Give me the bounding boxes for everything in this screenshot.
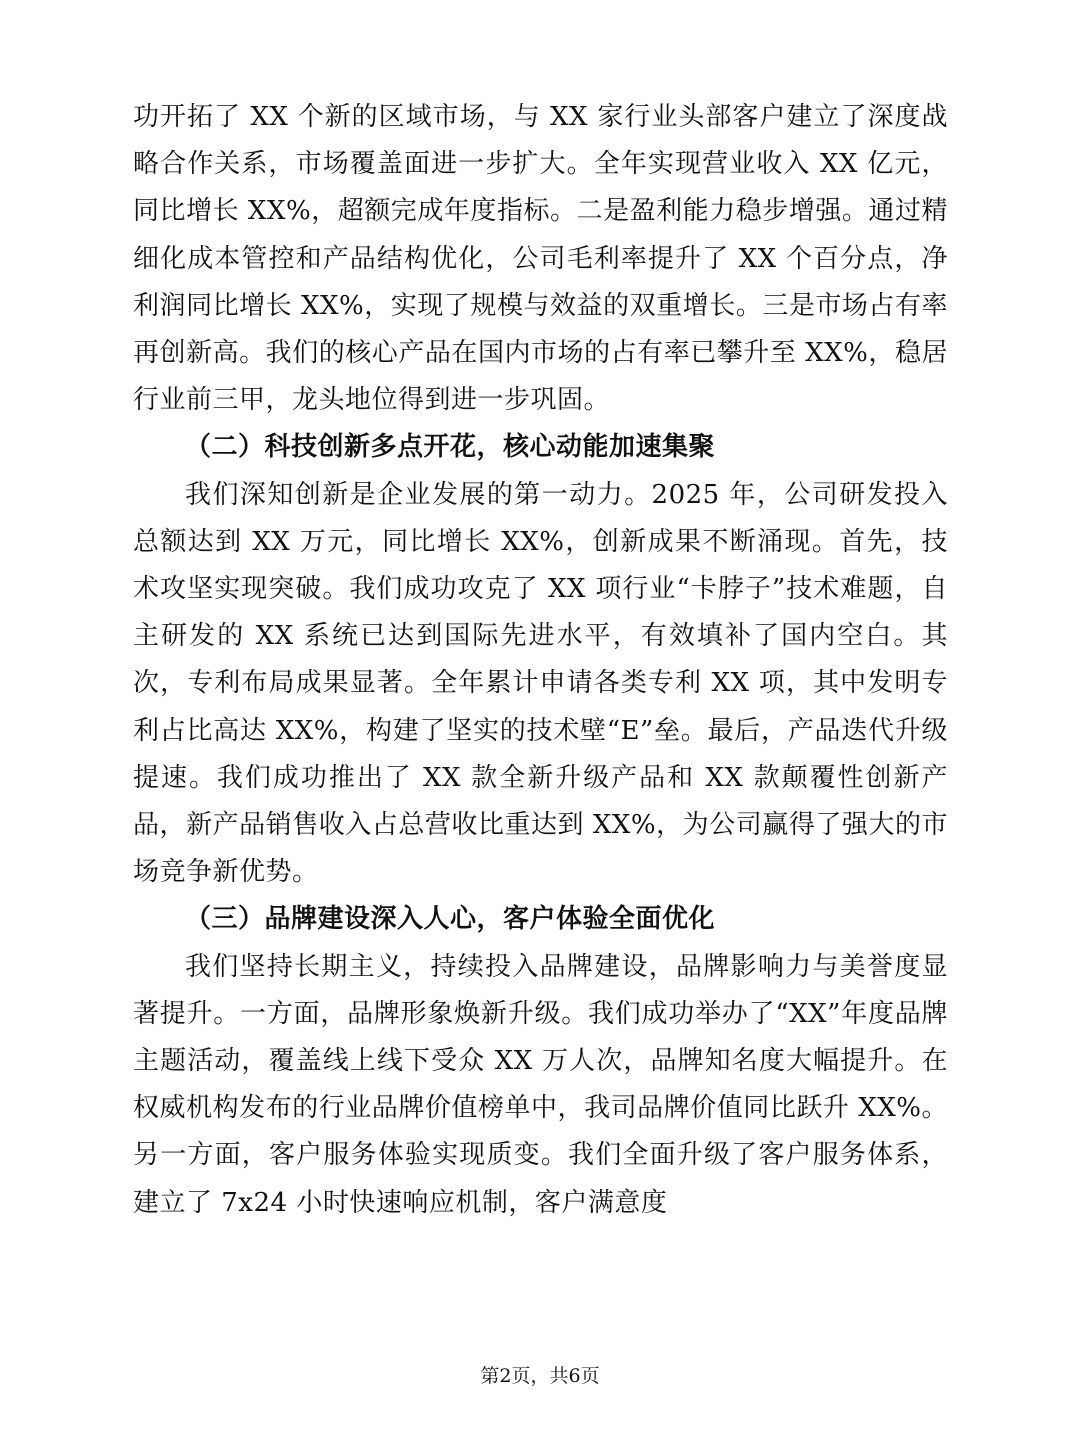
section-heading: （二）科技创新多点开花，核心动能加速集聚 <box>185 432 716 463</box>
document-body <box>133 94 948 1227</box>
section-heading: （三）品牌建设深入人心，客户体验全面优化 <box>185 904 716 935</box>
body-paragraph: 功开拓了 XX 个新的区域市场，与 XX 家行业头部客户建立了深度战略合作关系，市场覆盖面进一步扩大。全年实现营业收入 XX 亿元，同比增长 XX%，超额完成年度指标。二是盈利能力稳步增强。通过精细化成本管控和产品结构优化，公司毛利率提升了 XX 个百分点，净利润同比增长 XX%，实现了规模与效益的双重增长。三是市场占有率再创新高。我们的核心产品在国内市场的占有率已攀升至 XX%，稳居行业前三甲，龙头地位得到进一步巩固。 <box>133 102 948 416</box>
body-paragraph: 我们深知创新是企业发展的第一动力。2025 年，公司研发投入总额达到 XX 万元，同比增长 XX%，创新成果不断涌现。首先，技术攻坚实现突破。我们成功攻克了 XX 项行业“卡脖子”技术难题，自主研发的 XX 系统已达到国际先进水平，有效填补了国内空白。其次，专利布局成果显著。全年累计申请各类专利 XX 项，其中发明专利占比高达 XX%，构建了坚实的技术壁“E”垒。最后，产品迭代升级提速。我们成功推出了 XX 款全新升级产品和 XX 款颠覆性创新产品，新产品销售收入占总营收比重达到 XX%，为公司赢得了强大的市场竞争新优势。 <box>133 479 948 888</box>
page-number-footer: 第2页，共6页 <box>480 1365 600 1387</box>
body-paragraph: 我们坚持长期主义，持续投入品牌建设，品牌影响力与美誉度显著提升。一方面，品牌形象焕新升级。我们成功举办了“XX”年度品牌主题活动，覆盖线上线下受众 XX 万人次，品牌知名度大幅提升。在权威机构发布的行业品牌价值榜单中，我司品牌价值同比跃升 XX%。另一方面，客户服务体验实现质变。我们全面升级了客户服务体系，建立了 7x24 小时快速响应机制，客户满意度 <box>133 951 948 1218</box>
